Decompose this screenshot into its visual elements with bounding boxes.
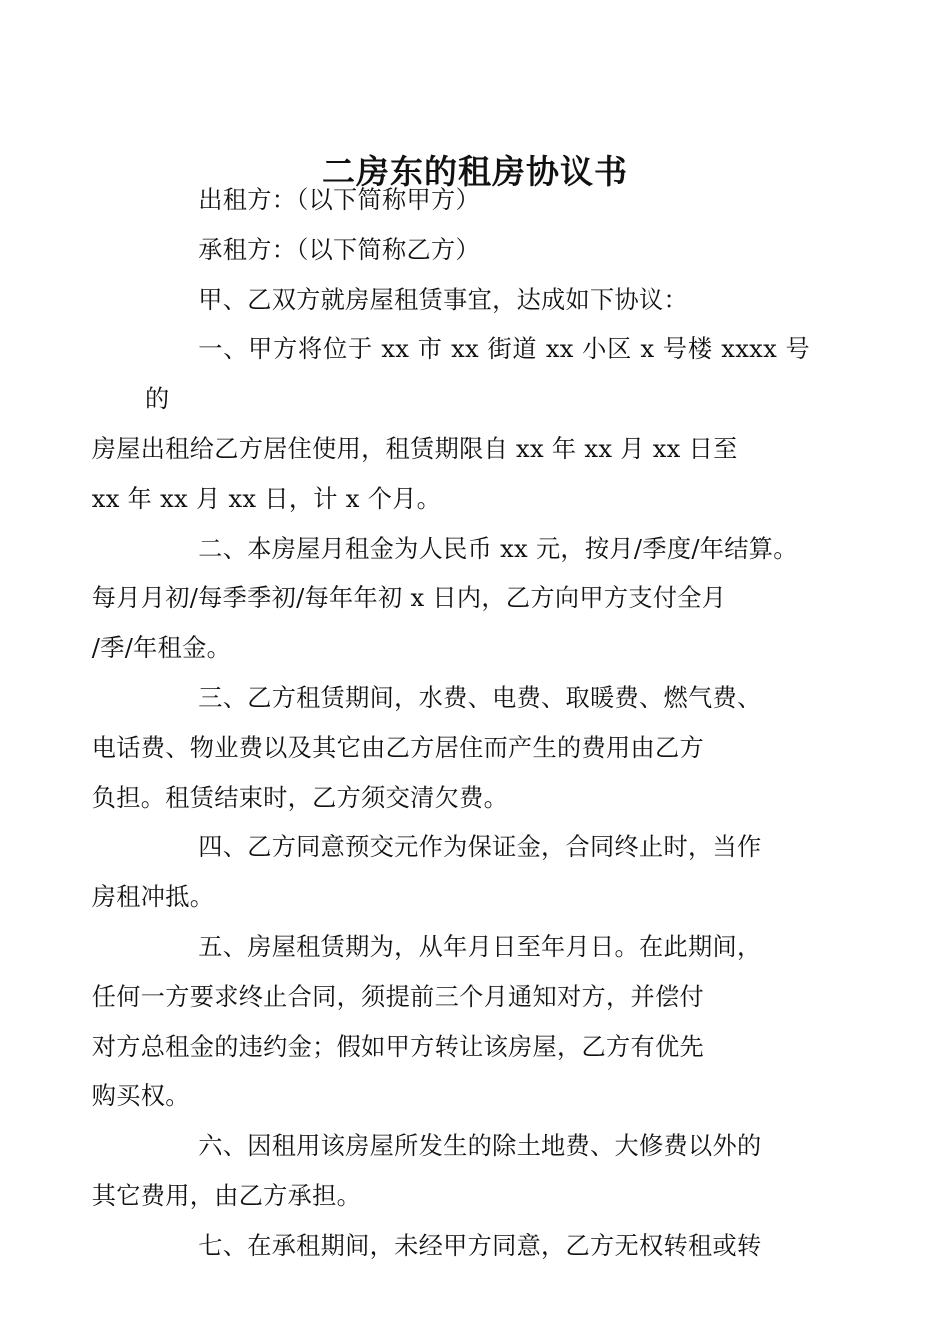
text-line: 房租冲抵。 bbox=[91, 883, 215, 912]
clause-2 bbox=[91, 525, 810, 674]
text-line: 承租方：（以下简称乙方） bbox=[198, 235, 480, 264]
text-line: 对方总租金的违约金；假如甲方转让该房屋，乙方有优先 bbox=[91, 1032, 704, 1061]
text-line: 出租方：（以下简称甲方） bbox=[198, 186, 480, 214]
text-line: 房屋出租给乙方居住使用，租赁期限自 xx 年 xx 月 xx 日至 bbox=[91, 434, 738, 463]
text-line: 任何一方要求终止合同，须提前三个月通知对方，并偿付 bbox=[91, 982, 704, 1011]
clause-7 bbox=[145, 1222, 810, 1272]
clause-3 bbox=[91, 674, 810, 823]
clause-6 bbox=[91, 1122, 810, 1222]
clause-4 bbox=[91, 823, 810, 923]
text-line: xx 年 xx 月 xx 日，计 x 个月。 bbox=[91, 484, 442, 513]
document-title: 二房东的租房协议书 bbox=[322, 152, 628, 192]
text-line: /季/年租金。 bbox=[91, 634, 232, 663]
paragraph-lessor bbox=[145, 176, 810, 226]
text-line: 甲、乙双方就房屋租赁事宜，达成如下协议： bbox=[198, 285, 688, 314]
text-line: 每月月初/每季季初/每年年初 x 日内，乙方向甲方支付全月 bbox=[91, 584, 727, 613]
text-line: 五、房屋租赁期为，从年月日至年月日。在此期间， bbox=[198, 932, 762, 961]
text-line: 七、在承租期间，未经甲方同意，乙方无权转租或转 bbox=[198, 1231, 762, 1260]
text-line: 二、本房屋月租金为人民币 xx 元，按月/季度/年结算。 bbox=[198, 534, 798, 563]
text-line: 六、因租用该房屋所发生的除土地费、大修费以外的 bbox=[198, 1132, 762, 1161]
paragraph-lessee bbox=[145, 226, 810, 276]
clause-1 bbox=[91, 325, 810, 524]
text-line: 四、乙方同意预交元作为保证金，合同终止时，当作 bbox=[198, 833, 762, 862]
text-line: 一、甲方将位于 xx 市 xx 街道 xx 小区 x 号楼 xxxx 号的 bbox=[145, 335, 810, 414]
text-line: 三、乙方租赁期间，水费、电费、取暖费、燃气费、 bbox=[198, 683, 762, 712]
text-line: 负担。租赁结束时，乙方须交清欠费。 bbox=[91, 783, 509, 812]
text-line: 其它费用，由乙方承担。 bbox=[91, 1181, 362, 1210]
clause-5 bbox=[91, 923, 810, 1122]
text-line: 电话费、物业费以及其它由乙方居住而产生的费用由乙方 bbox=[91, 733, 704, 762]
paragraph-preamble bbox=[145, 276, 810, 326]
document-body bbox=[91, 176, 810, 1272]
text-line: 购买权。 bbox=[91, 1082, 190, 1111]
